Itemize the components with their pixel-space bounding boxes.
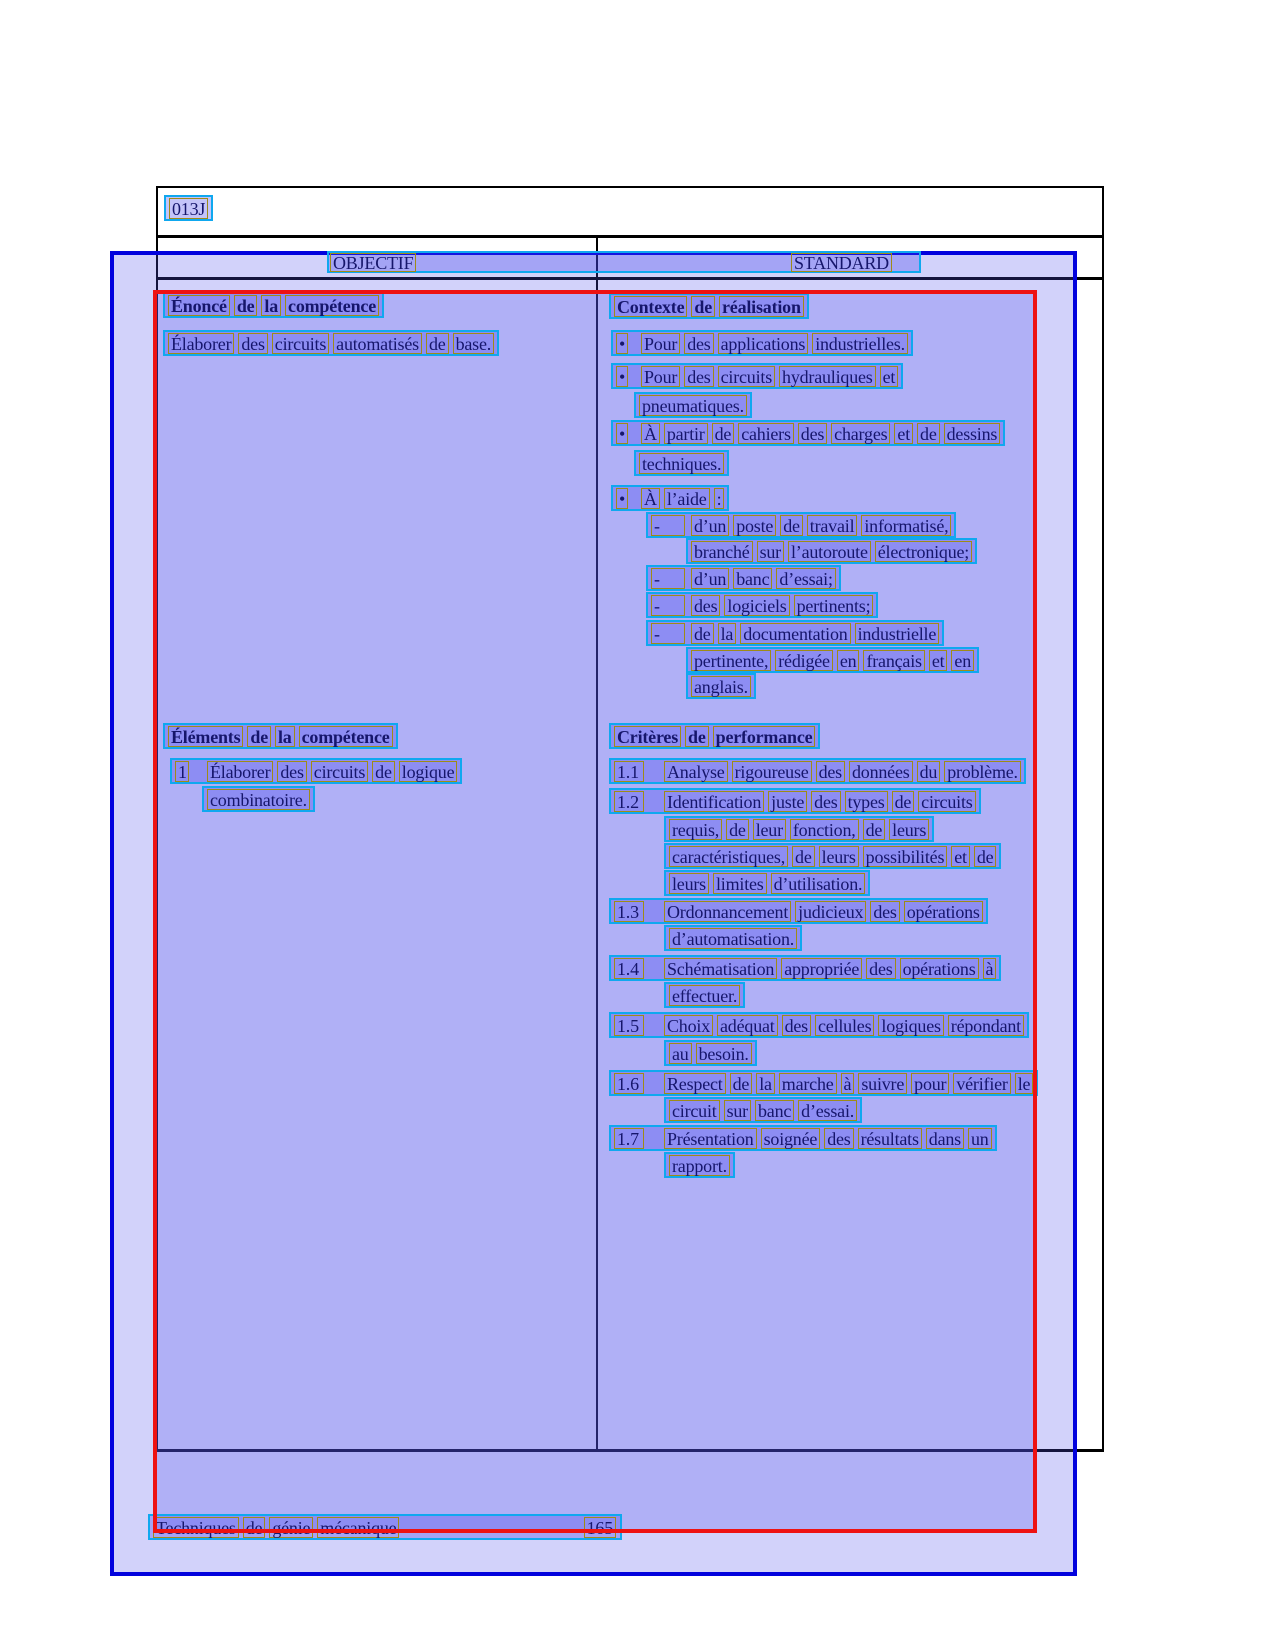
- region-annotation-box: [153, 290, 1037, 1533]
- word-box: travail: [807, 515, 858, 536]
- word-box: 1.3: [614, 901, 644, 922]
- word-box: du: [917, 761, 941, 782]
- word-box: d’utilisation.: [771, 873, 866, 894]
- word-box: Énoncé: [168, 295, 230, 316]
- word-box: Élaborer: [168, 333, 234, 354]
- word-box: cellules: [815, 1015, 874, 1036]
- word-box: de: [243, 1517, 266, 1538]
- word-box: rapport.: [669, 1155, 730, 1176]
- word-box: circuits: [311, 761, 368, 782]
- objectif-header: OBJECTIF: [330, 253, 416, 272]
- word-box: branché: [691, 541, 753, 562]
- word-box: juste: [768, 791, 807, 812]
- word-box: des: [811, 791, 840, 812]
- word-box: •: [616, 366, 628, 387]
- table-border-top: [156, 186, 1103, 188]
- word-box: et: [929, 650, 948, 671]
- word-box: des: [824, 1128, 853, 1149]
- word-box: d’essai.: [798, 1100, 857, 1121]
- word-box: industrielles.: [812, 333, 908, 354]
- word-box: de: [691, 623, 714, 644]
- word-box: d’essai;: [776, 568, 835, 589]
- word-box: un: [968, 1128, 992, 1149]
- word-box: compétence: [299, 726, 393, 747]
- word-box: de: [792, 846, 815, 867]
- word-box: d’un: [691, 568, 729, 589]
- word-box: 1.6: [614, 1073, 644, 1094]
- word-box: pneumatiques.: [639, 395, 747, 416]
- word-box: et: [880, 366, 899, 387]
- word-box: et: [894, 423, 913, 444]
- word-box: des: [798, 423, 827, 444]
- word-box: problème.: [944, 761, 1021, 782]
- word-box: résultats: [858, 1128, 922, 1149]
- word-box: de: [863, 819, 886, 840]
- word-box: •: [616, 488, 628, 509]
- column-header-line: [327, 251, 921, 273]
- word-box: de: [426, 333, 449, 354]
- word-box: circuits: [918, 791, 975, 812]
- word-box: Choix: [664, 1015, 713, 1036]
- page-number: 165: [584, 1517, 616, 1538]
- word-box: de: [247, 726, 271, 747]
- word-box: le: [1015, 1073, 1034, 1094]
- word-box: cahiers: [738, 423, 794, 444]
- word-box: À: [641, 423, 660, 444]
- word-box: pertinente,: [691, 650, 771, 671]
- word-box: compétence: [285, 295, 379, 316]
- word-box: base.: [453, 333, 494, 354]
- word-box: dessins: [944, 423, 1001, 444]
- word-box: appropriée: [781, 958, 862, 979]
- word-box: opérations: [904, 901, 983, 922]
- word-box: leurs: [889, 819, 929, 840]
- word-box: 1.7: [614, 1128, 644, 1149]
- word-box: des: [866, 958, 895, 979]
- word-box: électronique;: [875, 541, 972, 562]
- word-box: des: [782, 1015, 811, 1036]
- word-box: de: [780, 515, 803, 536]
- word-box: l’autoroute: [788, 541, 871, 562]
- word-box: des: [870, 901, 899, 922]
- word-box: •: [616, 423, 628, 444]
- word-box: dans: [926, 1128, 964, 1149]
- word-box: de: [892, 791, 915, 812]
- word-box: de: [974, 846, 997, 867]
- word-box: pour: [911, 1073, 949, 1094]
- word-box: en: [951, 650, 974, 671]
- word-box: -: [651, 515, 685, 536]
- table-border-right: [1102, 186, 1104, 1452]
- word-box: de: [372, 761, 395, 782]
- word-box: industrielle: [855, 623, 940, 644]
- word-box: des: [816, 761, 845, 782]
- word-box: pertinents;: [794, 595, 874, 616]
- word-box: de: [917, 423, 940, 444]
- word-box: informatisé,: [861, 515, 951, 536]
- word-box: 1.5: [614, 1015, 644, 1036]
- word-box: leur: [753, 819, 786, 840]
- word-box: Respect: [664, 1073, 726, 1094]
- word-box: d’un: [691, 515, 729, 536]
- word-box: Éléments: [168, 726, 243, 747]
- word-box: 1: [175, 761, 189, 782]
- word-box: de: [712, 423, 735, 444]
- word-box: sur: [757, 541, 784, 562]
- word-box: de: [691, 296, 715, 317]
- word-box: circuits: [272, 333, 329, 354]
- word-box: l’aide: [664, 488, 710, 509]
- word-box: anglais.: [691, 676, 751, 697]
- word-box: automatisés: [333, 333, 422, 354]
- word-box: applications: [718, 333, 809, 354]
- word-box: documentation: [740, 623, 850, 644]
- word-box: génie: [269, 1517, 313, 1538]
- word-box: fonction,: [790, 819, 859, 840]
- word-box: la: [756, 1073, 775, 1094]
- word-box: circuits: [718, 366, 775, 387]
- word-box: adéquat: [717, 1015, 778, 1036]
- word-box: À: [641, 488, 660, 509]
- word-box: performance: [713, 726, 816, 747]
- word-box: hydrauliques: [779, 366, 876, 387]
- word-box: leurs: [819, 846, 859, 867]
- word-box: de: [685, 726, 709, 747]
- word-box: au: [669, 1043, 692, 1064]
- word-box: combinatoire.: [207, 789, 310, 810]
- word-box: d’automatisation.: [669, 928, 797, 949]
- word-box: français: [863, 650, 924, 671]
- word-box: Techniques: [153, 1517, 239, 1538]
- word-box: en: [837, 650, 860, 671]
- word-box: logique: [399, 761, 458, 782]
- word-box: effectuer.: [669, 985, 740, 1006]
- word-box: soignée: [761, 1128, 821, 1149]
- word-box: opérations: [900, 958, 979, 979]
- word-box: des: [684, 366, 713, 387]
- word-box: charges: [831, 423, 890, 444]
- word-box: vérifier: [953, 1073, 1010, 1094]
- word-box: marche: [779, 1073, 837, 1094]
- word-box: de: [234, 295, 258, 316]
- word-box: à: [841, 1073, 855, 1094]
- word-box: 1.4: [614, 958, 644, 979]
- word-box: Critères: [614, 726, 681, 747]
- word-box: banc: [755, 1100, 794, 1121]
- word-box: banc: [733, 568, 772, 589]
- word-box: des: [277, 761, 306, 782]
- word-box: rigoureuse: [732, 761, 812, 782]
- word-box: -: [651, 568, 685, 589]
- word-box: la: [261, 295, 281, 316]
- word-box: des: [238, 333, 267, 354]
- word-box: mécanique: [317, 1517, 399, 1538]
- word-box: 1.2: [614, 791, 644, 812]
- word-box: techniques.: [639, 453, 724, 474]
- word-box: Contexte: [614, 296, 687, 317]
- word-box: 013J: [169, 198, 208, 219]
- word-box: et: [951, 846, 970, 867]
- word-box: leurs: [669, 873, 709, 894]
- word-box: Analyse: [664, 761, 728, 782]
- word-box: limites: [713, 873, 767, 894]
- word-box: logiciels: [724, 595, 789, 616]
- word-box: des: [684, 333, 713, 354]
- word-box: judicieux: [795, 901, 866, 922]
- word-box: -: [651, 623, 685, 644]
- word-box: poste: [733, 515, 776, 536]
- word-box: de: [726, 819, 749, 840]
- word-box: possibilités: [863, 846, 948, 867]
- word-box: de: [730, 1073, 753, 1094]
- word-box: Présentation: [664, 1128, 757, 1149]
- table-rule-below-code: [156, 235, 1103, 238]
- word-box: requis,: [669, 819, 722, 840]
- word-box: logiques: [878, 1015, 943, 1036]
- code-line: [164, 195, 213, 221]
- word-box: •: [616, 333, 628, 354]
- word-box: 1.1: [614, 761, 644, 782]
- word-box: partir: [664, 423, 708, 444]
- word-box: suivre: [858, 1073, 907, 1094]
- word-box: répondant: [948, 1015, 1024, 1036]
- word-box: réalisation: [719, 296, 804, 317]
- word-box: Pour: [641, 333, 680, 354]
- word-box: types: [845, 791, 888, 812]
- word-box: :: [714, 488, 725, 509]
- word-box: données: [849, 761, 913, 782]
- word-box: Élaborer: [207, 761, 273, 782]
- word-box: la: [275, 726, 295, 747]
- word-box: des: [691, 595, 720, 616]
- word-box: la: [718, 623, 737, 644]
- word-box: circuit: [669, 1100, 720, 1121]
- word-box: Ordonnancement: [664, 901, 791, 922]
- word-box: -: [651, 595, 685, 616]
- word-box: Pour: [641, 366, 680, 387]
- word-box: besoin.: [696, 1043, 752, 1064]
- word-box: caractéristiques,: [669, 846, 788, 867]
- word-box: rédigée: [775, 650, 833, 671]
- word-box: à: [983, 958, 997, 979]
- word-box: Schématisation: [664, 958, 777, 979]
- standard-header: STANDARD: [791, 253, 892, 272]
- word-box: sur: [724, 1100, 751, 1121]
- word-box: Identification: [664, 791, 764, 812]
